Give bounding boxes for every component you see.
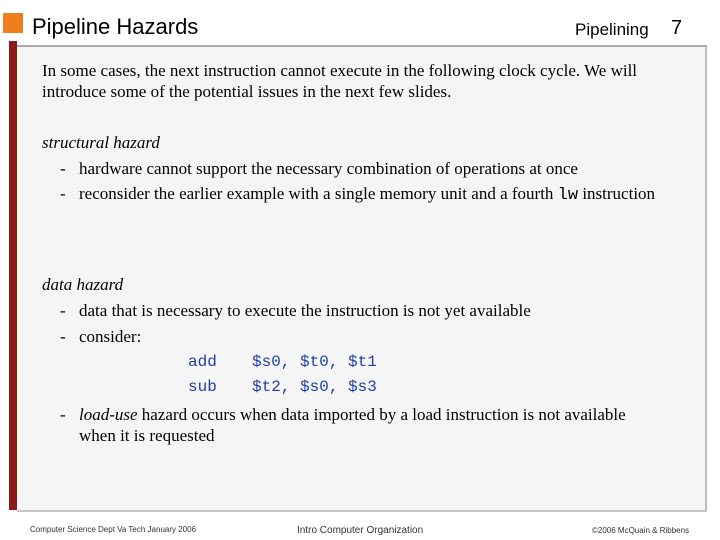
- bullet-dash: -: [60, 301, 66, 320]
- page-number: 7: [671, 17, 683, 39]
- load-use-term: load-use: [79, 405, 138, 424]
- structural-bullet-2-text: reconsider the earlier example with a single memory unit and a fourth: [79, 184, 558, 203]
- structural-hazard-heading: structural hazard: [42, 133, 160, 152]
- bottom-divider: [17, 510, 707, 512]
- intro-line-2: introduce some of the potential issues in the next few slides.: [42, 82, 452, 101]
- bullet-dash: -: [60, 159, 66, 178]
- bullet-dash: -: [60, 405, 66, 424]
- bullet-dash: -: [60, 184, 66, 203]
- data-bullet-2: consider:: [79, 327, 142, 346]
- intro-line-1: In some cases, the next instruction cannot execute in the following clock cycle. We will: [42, 61, 638, 80]
- lw-code: lw: [557, 186, 579, 205]
- data-bullet-3-line-2: when it is requested: [79, 426, 215, 445]
- data-bullet-3: [79, 404, 626, 425]
- code-args-add: $s0, $t0, $t1: [252, 353, 377, 371]
- structural-bullet-2-end: instruction: [578, 184, 656, 203]
- footer-left: Computer Science Dept Va Tech January 2006: [30, 525, 197, 534]
- code-args-sub: $t2, $s0, $s3: [252, 378, 377, 396]
- footer-center: Intro Computer Organization: [297, 525, 424, 536]
- code-op-sub: sub: [188, 378, 217, 396]
- data-bullet-1: data that is necessary to execute the instruction is not yet available: [79, 301, 531, 320]
- data-hazard-heading: data hazard: [42, 275, 124, 294]
- left-accent-bar: [9, 41, 17, 510]
- structural-bullet-2: [79, 183, 655, 206]
- orange-square-logo: [3, 13, 23, 33]
- bullet-dash: -: [60, 327, 66, 346]
- code-op-add: add: [188, 353, 217, 371]
- slide-title: Pipeline Hazards: [32, 14, 199, 39]
- top-divider: [17, 45, 707, 47]
- footer-right: ©2006 McQuain & Ribbens: [592, 526, 690, 535]
- topic-label: Pipelining: [575, 20, 649, 39]
- data-bullet-3-text: hazard occurs when data imported by a load instruction is not available: [137, 405, 626, 424]
- structural-bullet-1: hardware cannot support the necessary combination of operations at once: [79, 159, 578, 178]
